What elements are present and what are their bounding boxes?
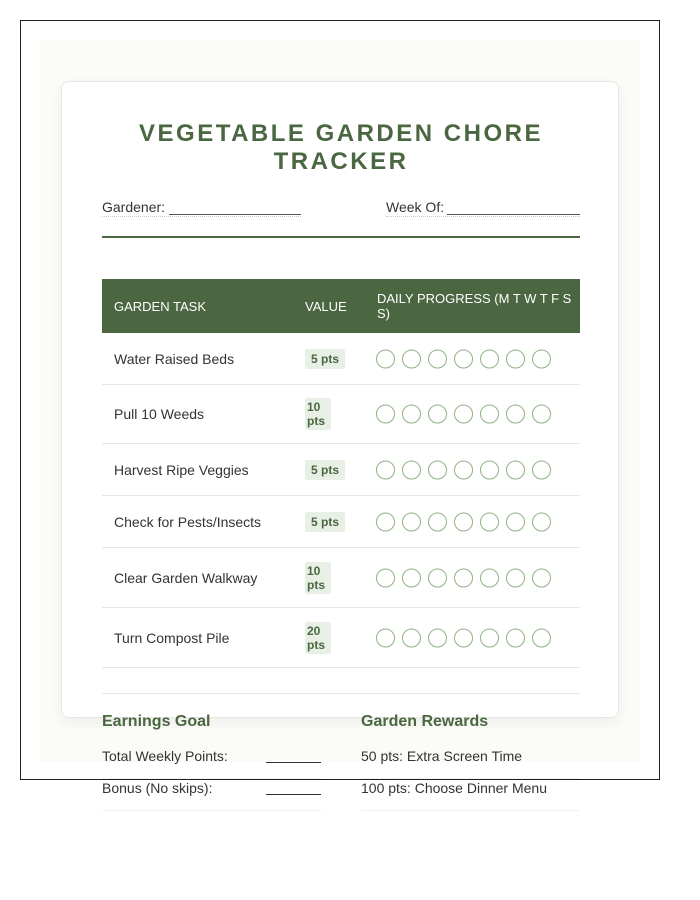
day-checkbox-sun[interactable] [532,568,551,587]
table-row [102,444,580,496]
week-of-field-dotted-line [386,216,580,217]
day-checkbox-mon[interactable] [376,349,395,368]
gardener-input-line[interactable] [169,214,301,215]
bonus-points-blank[interactable] [266,794,321,795]
points-badge: 10 pts [305,562,331,594]
footer-divider [102,693,580,694]
day-checkbox-mon[interactable] [376,568,395,587]
day-checkbox-fri[interactable] [480,512,499,531]
task-name: Check for Pests/Insects [114,513,262,530]
day-checkbox-tue[interactable] [402,628,421,647]
day-checkbox-sun[interactable] [532,405,551,424]
earnings-row-total [102,747,322,779]
day-checkbox-thu[interactable] [454,349,473,368]
day-checkbox-sat[interactable] [506,512,525,531]
points-badge: 5 pts [305,349,345,369]
week-of-label: Week Of: [386,199,445,215]
earnings-row-bonus [102,779,322,811]
day-checkbox-tue[interactable] [402,568,421,587]
day-checkbox-sat[interactable] [506,349,525,368]
earnings-goal-title: Earnings Goal [102,713,211,730]
points-badge: 10 pts [305,398,331,430]
points-badge: 5 pts [305,460,345,480]
day-checkbox-sat[interactable] [506,460,525,479]
day-checkbox-fri[interactable] [480,568,499,587]
day-checkbox-mon[interactable] [376,512,395,531]
week-of-input-line[interactable] [447,214,580,215]
day-checkbox-wed[interactable] [428,512,447,531]
day-checkbox-mon[interactable] [376,405,395,424]
garden-rewards-title: Garden Rewards [361,713,489,730]
day-checkbox-sun[interactable] [532,512,551,531]
daily-checkboxes [376,512,551,531]
day-checkbox-thu[interactable] [454,628,473,647]
reward-row [361,747,580,779]
earnings-label: Total Weekly Points: [102,748,228,764]
day-checkbox-fri[interactable] [480,405,499,424]
header-value: VALUE [305,298,347,314]
day-checkbox-sat[interactable] [506,568,525,587]
header-divider [102,236,580,238]
task-name: Water Raised Beds [114,350,235,367]
day-checkbox-fri[interactable] [480,460,499,479]
daily-checkboxes [376,460,551,479]
day-checkbox-thu[interactable] [454,512,473,531]
day-checkbox-tue[interactable] [402,405,421,424]
day-checkbox-wed[interactable] [428,568,447,587]
task-name: Turn Compost Pile [114,629,230,646]
day-checkbox-sun[interactable] [532,460,551,479]
day-checkbox-wed[interactable] [428,405,447,424]
day-checkbox-mon[interactable] [376,460,395,479]
day-checkbox-thu[interactable] [454,460,473,479]
day-checkbox-tue[interactable] [402,512,421,531]
day-checkbox-wed[interactable] [428,628,447,647]
table-row [102,548,580,608]
gardener-label: Gardener: [102,199,166,215]
day-checkbox-sun[interactable] [532,628,551,647]
reward-label: 100 pts: Choose Dinner Menu [361,780,547,796]
day-checkbox-tue[interactable] [402,460,421,479]
reward-label: 50 pts: Extra Screen Time [361,748,523,764]
earnings-label: Bonus (No skips): [102,780,213,796]
daily-checkboxes [376,568,551,587]
daily-checkboxes [376,628,551,647]
day-checkbox-sun[interactable] [532,349,551,368]
header-daily-progress: DAILY PROGRESS (M T W T F S S) [377,291,572,321]
day-checkbox-thu[interactable] [454,568,473,587]
header-garden-task: GARDEN TASK [114,298,206,314]
task-name: Pull 10 Weeds [114,406,205,422]
reward-row [361,779,580,811]
gardener-field-dotted-line [102,216,301,217]
daily-checkboxes [376,349,551,368]
day-checkbox-thu[interactable] [454,405,473,424]
day-checkbox-wed[interactable] [428,460,447,479]
table-row [102,608,580,668]
day-checkbox-tue[interactable] [402,349,421,368]
day-checkbox-wed[interactable] [428,349,447,368]
day-checkbox-fri[interactable] [480,628,499,647]
day-checkbox-sat[interactable] [506,405,525,424]
total-points-blank[interactable] [266,762,321,763]
table-row [102,385,580,444]
table-row [102,496,580,548]
day-checkbox-fri[interactable] [480,349,499,368]
day-checkbox-sat[interactable] [506,628,525,647]
table-row [102,333,580,385]
page-title: VEGETABLE GARDEN CHORE TRACKER [139,120,543,175]
day-checkbox-mon[interactable] [376,628,395,647]
points-badge: 20 pts [305,622,331,654]
task-name: Harvest Ripe Veggies [114,461,249,478]
task-name: Clear Garden Walkway [114,569,258,586]
chore-table [102,279,580,668]
table-header-row [102,279,580,333]
points-badge: 5 pts [305,512,345,532]
daily-checkboxes [376,405,551,424]
